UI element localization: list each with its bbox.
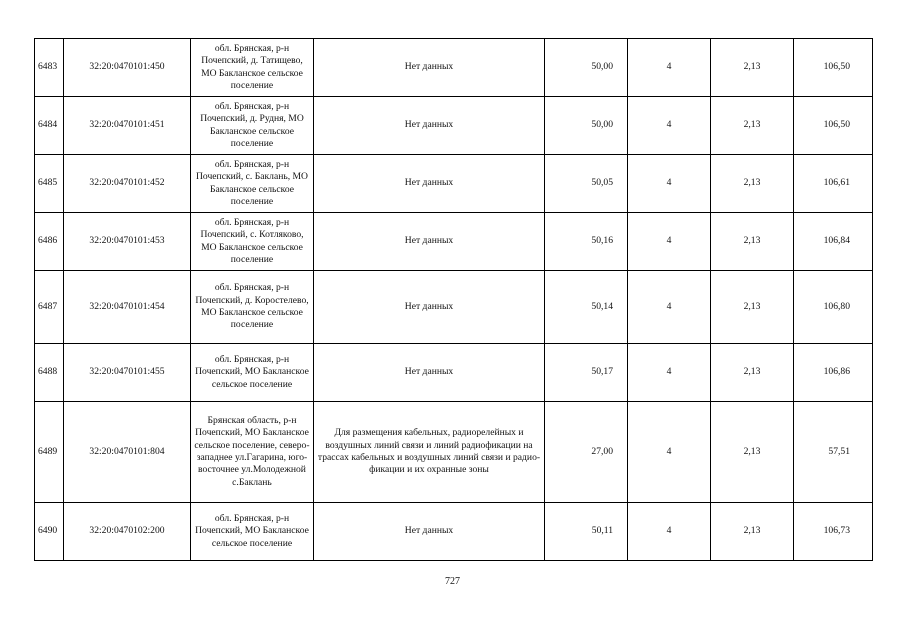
area-cell: 50,05 (545, 155, 628, 213)
column-7-cell: 106,84 (794, 213, 873, 271)
column-6-cell: 2,13 (711, 503, 794, 561)
column-5-cell: 4 (628, 503, 711, 561)
column-5-cell: 4 (628, 39, 711, 97)
row-number-cell: 6486 (35, 213, 64, 271)
column-6-cell: 2,13 (711, 213, 794, 271)
cadastral-number-cell: 32:20:0470101:450 (64, 39, 191, 97)
column-6-cell: 2,13 (711, 155, 794, 213)
address-cell: обл. Брянская, р-н Почепский, с. Баклань, МО Бакланское сельское поселение (191, 155, 314, 213)
column-6-cell: 2,13 (711, 402, 794, 503)
column-7-cell: 106,73 (794, 503, 873, 561)
address-cell: обл. Брянская, р-н Почепский, д. Татищево, МО Бакланское сельское поселение (191, 39, 314, 97)
land-use-cell: Нет данных (314, 97, 545, 155)
row-number-cell: 6485 (35, 155, 64, 213)
cadastral-number-cell: 32:20:0470101:453 (64, 213, 191, 271)
column-5-cell: 4 (628, 402, 711, 503)
page-number: 727 (445, 576, 460, 587)
table-row (35, 213, 873, 271)
address-cell: обл. Брянская, р-н Почепский, д. Коростелево, МО Бакланское сельское поселение (191, 271, 314, 344)
column-7-cell: 106,50 (794, 39, 873, 97)
column-5-cell: 4 (628, 213, 711, 271)
land-use-cell: Нет данных (314, 503, 545, 561)
column-5-cell: 4 (628, 344, 711, 402)
cadastral-number-cell: 32:20:0470101:804 (64, 402, 191, 503)
area-cell: 50,14 (545, 271, 628, 344)
column-5-cell: 4 (628, 97, 711, 155)
column-6-cell: 2,13 (711, 39, 794, 97)
table-row (35, 155, 873, 213)
table-row (35, 503, 873, 561)
land-use-cell: Нет данных (314, 213, 545, 271)
area-cell: 50,00 (545, 39, 628, 97)
cadastral-number-cell: 32:20:0470102:200 (64, 503, 191, 561)
column-7-cell: 106,61 (794, 155, 873, 213)
cadastral-number-cell: 32:20:0470101:454 (64, 271, 191, 344)
cadastral-number-cell: 32:20:0470101:455 (64, 344, 191, 402)
column-7-cell: 106,80 (794, 271, 873, 344)
table-body (35, 39, 873, 561)
area-cell: 50,11 (545, 503, 628, 561)
column-7-cell: 106,50 (794, 97, 873, 155)
table-row (35, 344, 873, 402)
column-6-cell: 2,13 (711, 271, 794, 344)
land-use-cell: Нет данных (314, 155, 545, 213)
cadastral-number-cell: 32:20:0470101:452 (64, 155, 191, 213)
row-number-cell: 6487 (35, 271, 64, 344)
address-cell: обл. Брянская, р-н Почепский, д. Рудня, МО Бакланское сельское поселение (191, 97, 314, 155)
column-5-cell: 4 (628, 271, 711, 344)
address-cell: Брянская область, р-н Почепский, МО Бакланское сельское поселение, северо-западнее ул.Гагарина, юго-восточнее ул.Молодежной с.Баклань (191, 402, 314, 503)
cadastral-number-cell: 32:20:0470101:451 (64, 97, 191, 155)
table-row (35, 271, 873, 344)
area-cell: 27,00 (545, 402, 628, 503)
area-cell: 50,17 (545, 344, 628, 402)
land-use-cell: Для размещения кабельных, радиорелейных и воздушных линий связи и линий радиофикации на трассах кабельных и воздушных линий связи и радио-фикации и их охранные зоны (314, 402, 545, 503)
column-6-cell: 2,13 (711, 97, 794, 155)
row-number-cell: 6488 (35, 344, 64, 402)
row-number-cell: 6484 (35, 97, 64, 155)
column-5-cell: 4 (628, 155, 711, 213)
address-cell: обл. Брянская, р-н Почепский, с. Котляково, МО Бакланское сельское поселение (191, 213, 314, 271)
column-7-cell: 106,86 (794, 344, 873, 402)
table-row (35, 402, 873, 503)
row-number-cell: 6483 (35, 39, 64, 97)
land-plots-table (34, 38, 873, 561)
land-use-cell: Нет данных (314, 271, 545, 344)
land-use-cell: Нет данных (314, 39, 545, 97)
land-use-cell: Нет данных (314, 344, 545, 402)
address-cell: обл. Брянская, р-н Почепский, МО Бакланское сельское поселение (191, 344, 314, 402)
table-row (35, 97, 873, 155)
column-6-cell: 2,13 (711, 344, 794, 402)
address-cell: обл. Брянская, р-н Почепский, МО Бакланское сельское поселение (191, 503, 314, 561)
area-cell: 50,16 (545, 213, 628, 271)
row-number-cell: 6489 (35, 402, 64, 503)
row-number-cell: 6490 (35, 503, 64, 561)
table-row (35, 39, 873, 97)
area-cell: 50,00 (545, 97, 628, 155)
column-7-cell: 57,51 (794, 402, 873, 503)
